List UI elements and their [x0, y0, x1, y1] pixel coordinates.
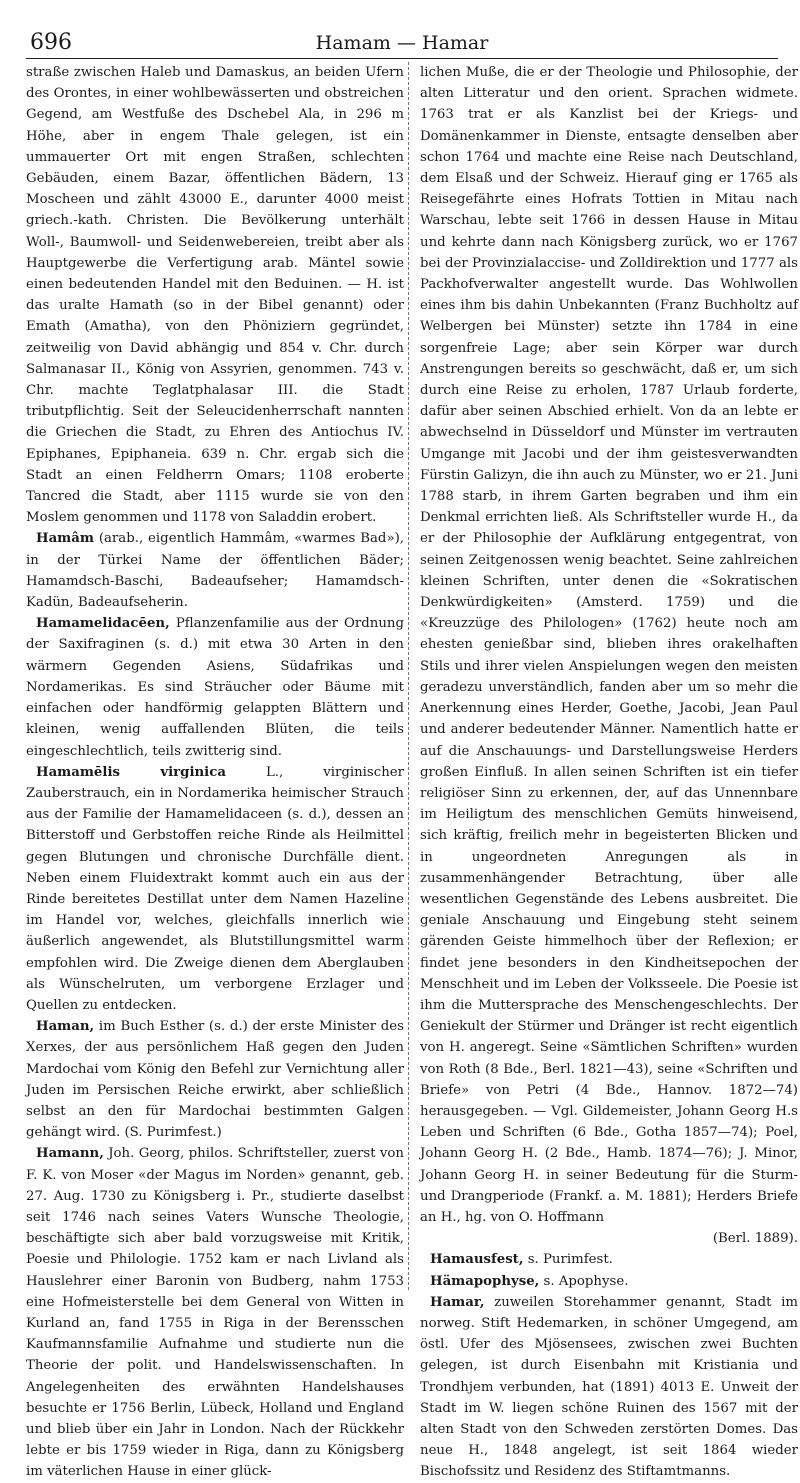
- entry-text: zuweilen Storehammer genannt, Stadt im norweg. Stift Hedemarken, in schöner Umgegend, am östl. Ufer des Mjösensees, zwischen zwei Buchten gelegen, ist durch Eisenbahn mit Kristiania und Trondhjem verbunden, hat (1891) 4013 E. Unweit der Stadt im W. liegen schöne Ruinen des 1567 mit der alten Stadt von den Schweden zerstörten Domes. Das neue H., 1848 angelegt, ist seit 1864 wieder Bischofssitz und Residenz des Stiftamtmanns.: [420, 1294, 798, 1480]
- entry-headword: Haman,: [36, 1019, 95, 1035]
- entry-text: im Buch Esther (s. d.) der erste Minister des Xerxes, der aus persönlichem Haß gegen den Juden Mardochai vom König den Befehl zur Vernichtung aller Juden im Persischen Reiche erwirkt, aber schließlich selbst an den für Mardochai bestimmten Galgen gehängt wird. (S. Purimfest.): [26, 1019, 404, 1141]
- entry-continuation: [420, 62, 798, 1228]
- entry-hamam: [26, 528, 404, 613]
- running-head: Hamam — Hamar: [315, 32, 489, 54]
- entry-headword: Hamausfest,: [430, 1252, 524, 1268]
- entry-headword: Hamar,: [430, 1294, 485, 1310]
- entry-text: Pflanzenfamilie aus der Ordnung der Saxifraginen (s. d.) mit etwa 30 Arten in den wärmern Gegenden Asiens, Südafrikas und Nordamerikas. Es sind Sträucher oder Bäume mit einfachen oder handförmig gelappten Blättern und kleinen, wenig auffallenden Blüten, die teils eingeschlechtlich, teils zwitterig sind.: [26, 616, 404, 759]
- entry-hamausfest: [420, 1249, 798, 1270]
- entry-haman: [26, 1016, 404, 1143]
- page-number: 696: [30, 30, 72, 55]
- entry-headword: Hamann,: [36, 1146, 104, 1162]
- entry-text: s. Purimfest.: [523, 1252, 613, 1268]
- entry-headword: Hämapophyse,: [430, 1273, 540, 1289]
- entry-continuation: [26, 62, 404, 528]
- entry-headword: Hamâm: [36, 531, 94, 547]
- right-column: [420, 62, 798, 1483]
- left-column: [26, 62, 404, 1483]
- entry-hamar: [420, 1292, 798, 1483]
- entry-continuation-tail: [420, 1228, 798, 1249]
- column-divider: [408, 62, 409, 1290]
- entry-text: (arab., eigentlich Hammâm, «warmes Bad»), in der Türkei Name der öffentlichen Bäder; Hamamdsch-Baschi, Badeaufseher; Hamamdsch-Kadün, Badeaufseherin.: [26, 531, 404, 611]
- entry-text: lichen Muße, die er der Theologie und Philosophie, der alten Litteratur und den orient. Sprachen widmete. 1763 trat er als Kanzlist bei der Kriegs- und Domänenkammer in Dienste, entsagte denselben aber schon 1764 und machte eine Reise nach Deutschland, dem Elsaß und der Schweiz. Hierauf ging er 1765 als Reisegefährte eines Hofrats Tottien in Mitau nach Warschau, lebte seit 1766 in dessen Hause in Mitau und kehrte dann nach Königsberg zurück, wo er 1767 bei der Provinzialaccise- und Zolldirektion und 1777 als Packhofverwalter angestellt wurde. Das Wohlwollen eines ihm bis dahin Unbekannten (Franz Buchholtz auf Welbergen bei Münster) setzte ihn 1784 in eine sorgenfreie Lage; aber sein Körper war durch Anstrengungen bereits so geschwächt, daß er, um sich durch eine Reise zu erholen, 1787 Urlaub forderte, dafür aber seinen Abschied erhielt. Von da an lebte er abwechselnd in Düsseldorf und Münster im vertrauten Umgange mit Jacobi und der ihm geistesverwandten Fürstin Galizyn, die ihn auch zu Münster, wo er 21. Juni 1788 starb, in ihrem Garten begraben und ihm ein Denkmal errichten ließ. Als Schriftsteller wurde H., da er der Philosophie der Aufklärung entgegentrat, von seinen Zeitgenossen wenig beachtet. Seine zahlreichen kleinen Schriften, unter denen die «Sokratischen Denkwürdigkeiten» (Amsterd. 1759) und die «Kreuzzüge des Philologen» (1762) heute noch am ehesten genießbar sind, blieben ihres orakelhaften Stils und ihrer vielen Anspielungen wegen den meisten geradezu unverständlich, fanden aber um so mehr die Anerkennung eines Herder, Goethe, Jacobi, Jean Paul und anderer bedeutender Männer. Namentlich hatte er auf die Anschauungs- und Darstellungsweise Herders großen Einfluß. In allen seinen Schriften ist ein tiefer religiöser Sinn zu erkennen, der, auf das Unnennbare im Heiligtum des menschlichen Gemüts hinweisend, sich kräftig, freilich mehr in begeisterten Blicken und in ungeordneten Anregungen als in zusammenhängender Betrachtung, über alle wesentlichen Gegenstände des Lebens ausbreitet. Die geniale Anschauung und Eingebung steht seinem gärenden Geiste himmelhoch über der Reflexion; er findet jene besonders in den Kindheitsepochen der Menschheit und im Leben der Volksseele. Die Poesie ist ihm die Muttersprache des Menschengeschlechts. Der Geniekult der Stürmer und Dränger ist recht eigentlich von H. angeregt. Seine «Sämtlichen Schriften» wurden von Roth (8 Bde., Berl. 1821—43), seine «Schriften und Briefe» von Petri (4 Bde., Hannov. 1872—74) herausgegeben. — Vgl. Gildemeister, Johann Georg H.s Leben und Schriften (6 Bde., Gotha 1857—74); Poel, Johann Georg H. (2 Bde., Hamb. 1874—76); J. Minor, Johann Georg H. in seiner Bedeutung für die Sturm- und Drangperiode (Frankf. a. M. 1881); Herders Briefe an H., hg. von O. Hoffmann: [420, 65, 798, 1225]
- entry-text: s. Apophyse.: [539, 1273, 629, 1289]
- entry-headword: Hamamelidacēen,: [36, 616, 170, 632]
- entry-text: Joh. Georg, philos. Schriftsteller, zuerst von F. K. von Moser «der Magus im Norden» genannt, geb. 27. Aug. 1730 zu Königsberg i. Pr., studierte daselbst seit 1746 nach seines Vaters Wunsche Theologie, beschäftigte sich aber bald vorzugsweise mit Kritik, Poesie und Philologie. 1752 kam er nach Livland als Hauslehrer einer Baronin von Budberg, nahm 1753 eine Hofmeisterstelle bei dem General von Witten in Kurland an, fand 1755 in Riga in der Berensschen Kaufmannsfamilie Aufnahme und studierte nun die Theorie der polit. und Handelswissenschaften. In Angelegenheiten des erwähnten Handelshauses besuchte er 1756 Berlin, Lübeck, Holland und England und blieb über ein Jahr in London. Nach der Rückkehr lebte er bis 1759 wieder in Riga, dann zu Königsberg im väterlichen Hause in einer glück-: [26, 1146, 404, 1480]
- entry-hamamelis: [26, 762, 404, 1016]
- page-header: [26, 30, 778, 59]
- entry-hamamelidaceen: [26, 613, 404, 761]
- entry-headword: Hamamēlis virginica: [36, 764, 226, 780]
- entry-text: L., virginischer Zauberstrauch, ein in Nordamerika heimischer Strauch aus der Familie der Hamamelidaceen (s. d.), dessen an Bitterstoff und Gerbstoffen reiche Rinde als Heilmittel gegen Blutungen und chronische Durchfälle dient. Neben einem Fluidextrakt kommt auch ein aus der Rinde bereitetes Destillat unter dem Namen Hazeline im Handel vor, welches, gleichfalls innerlich wie äußerlich angewendet, als Blutstillungsmittel warm empfohlen wird. Die Zweige dienen dem Aberglauben als Wünschelruten, um verborgene Erzlager und Quellen zu entdecken.: [26, 764, 404, 1013]
- entry-haemapophyse: [420, 1271, 798, 1292]
- entry-text: straße zwischen Haleb und Damaskus, an beiden Ufern des Orontes, in einer wohlbewässerten und obstreichen Gegend, am Westfuße des Dschebel Ala, in 296 m Höhe, aber in engem Thale gelegen, ist ein ummauerter Ort mit engen Straßen, schlechten Gebäuden, einem Bazar, öffentlichen Bädern, 13 Moscheen und zählt 43000 E., darunter 4000 meist griech.-kath. Christen. Die Bevölkerung unterhält Woll-, Baumwoll- und Seidenwebereien, treibt aber als Hauptgewerbe die Verfertigung arab. Mäntel sowie einen bedeutenden Handel mit den Beduinen. — H. ist das uralte Hamath (so in der Bibel genannt) oder Emath (Amatha), von den Phöniziern gegründet, zeitweilig von David abhängig und 854 v. Chr. durch Salmanasar II., König von Assyrien, genommen. 743 v. Chr. machte Teglatphalasar III. die Stadt tributpflichtig. Seit der Seleucidenherrschaft nannten die Griechen die Stadt, zu Ehren des Antiochus IV. Epiphanes, Epiphaneia. 639 n. Chr. ergab sich die Stadt an einen Feldherrn Omars; 1108 eroberte Tancred die Stadt, aber 1115 wurde sie von den Moslem genommen und 1178 von Saladdin erobert.: [26, 65, 404, 526]
- entry-text: (Berl. 1889).: [712, 1231, 798, 1247]
- entry-hamann: [26, 1143, 404, 1482]
